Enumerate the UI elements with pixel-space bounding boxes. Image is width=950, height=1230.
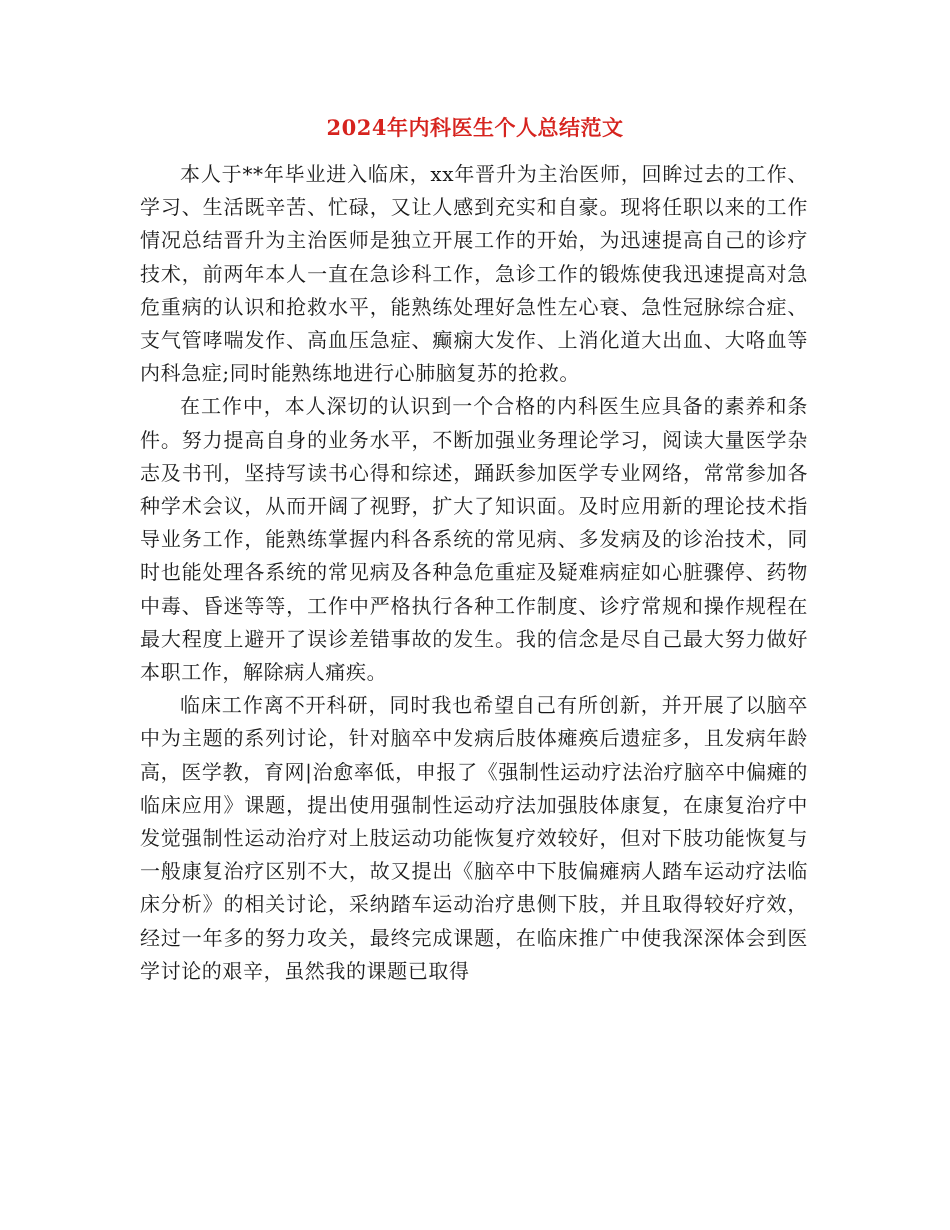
document-title: 2024年内科医生个人总结范文 (326, 115, 624, 140)
document-body (140, 158, 808, 988)
paragraph-1: 本人于**年毕业进入临床，xx年晋升为主治医师，回眸过去的工作、学习、生活既辛苦、忙碌，又让人感到充实和自豪。现将任职以来的工作情况总结晋升为主治医师是独立开展工作的开始，为迅速提高自己的诊疗技术，前两年本人一直在急诊科工作，急诊工作的锻炼使我迅速提高对急危重病的认识和抢救水平，能熟练处理好急性左心衰、急性冠脉综合症、支气管哮喘发作、高血压急症、癫痫大发作、上消化道大出血、大咯血等内科急症;同时能熟练地进行心肺脑复苏的抢救。 (140, 162, 808, 386)
paragraph-3: 临床工作离不开科研，同时我也希望自己有所创新，并开展了以脑卒中为主题的系列讨论，针对脑卒中发病后肢体瘫痪后遗症多，且发病年龄高，医学教，育网|治愈率低，申报了《强制性运动疗法治疗脑卒中偏瘫的临床应用》课题，提出使用强制性运动疗法加强肢体康复，在康复治疗中发觉强制性运动治疗对上肢运动功能恢复疗效较好，但对下肢功能恢复与一般康复治疗区别不大，故又提出《脑卒中下肢偏瘫病人踏车运动疗法临床分析》的相关讨论，采纳踏车运动治疗患侧下肢，并且取得较好疗效，经过一年多的努力攻关，最终完成课题，在临床推广中使我深深体会到医学讨论的艰辛，虽然我的课题已取得 (140, 693, 808, 983)
paragraph-2: 在工作中，本人深切的认识到一个合格的内科医生应具备的素养和条件。努力提高自身的业务水平，不断加强业务理论学习，阅读大量医学杂志及书刊，坚持写读书心得和综述，踊跃参加医学专业网络，常常参加各种学术会议，从而开阔了视野，扩大了知识面。及时应用新的理论技术指导业务工作，能熟练掌握内科各系统的常见病、多发病及的诊治技术，同时也能处理各系统的常见病及各种急危重症及疑难病症如心脏骤停、药物中毒、昏迷等等，工作中严格执行各种工作制度、诊疗常规和操作规程在最大程度上避开了误诊差错事故的发生。我的信念是尽自己最大努力做好本职工作，解除病人痛疾。 (140, 394, 808, 685)
